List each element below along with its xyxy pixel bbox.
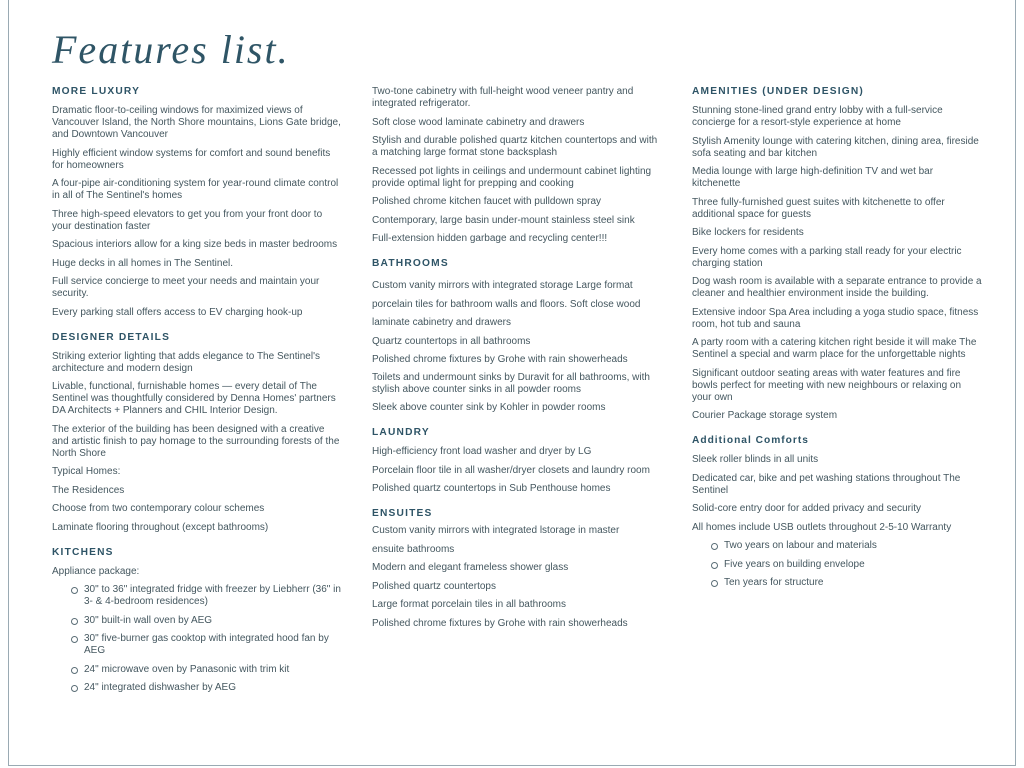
section-heading: KITCHENS <box>52 546 114 558</box>
section-heading: LAUNDRY <box>372 427 430 438</box>
list-item: Polished chrome kitchen faucet with pulldown spray <box>372 196 602 207</box>
list-item: Choose from two contemporary colour schemes <box>52 503 265 514</box>
page-title: Features list. <box>52 27 290 72</box>
list-line: Polished chrome fixtures by Grohe with rain showerheads <box>372 354 628 365</box>
list-item: Stylish Amenity lounge with catering kitchen, dining area, fireside sofa seating and bar kitchen <box>692 135 979 159</box>
list-item: Courier Package storage system <box>692 410 838 421</box>
section-heading: AMENITIES (UNDER DESIGN) <box>692 86 864 97</box>
list-item: Two-tone cabinetry with full-height wood veneer pantry and integrated refrigerator. <box>372 86 634 109</box>
list-item: The exterior of the building has been designed with a creative and artistic finish to pay homage to the surrounding forests of the North Shore <box>52 423 340 459</box>
list-item: Stylish and durable polished quartz kitchen countertops and with a matching large format stone backsplash <box>372 135 658 158</box>
list-line: Polished chrome fixtures by Grohe with rain showerheads <box>372 617 628 629</box>
list-item: Toilets and undermount sinks by Duravit for all bathrooms, with stylish above counter sinks in all powder rooms <box>372 371 650 395</box>
list-line: porcelain tiles for bathroom walls and floors. Soft close wood <box>372 298 641 310</box>
list-item: Huge decks in all homes in The Sentinel. <box>52 257 234 269</box>
list-line: Custom vanity mirrors with integrated storage Large format <box>372 280 633 291</box>
section-heading: ENSUITES <box>372 508 433 519</box>
list-item: Dog wash room is available with a separate entrance to provide a cleaner and healthier environment inside the building. <box>692 276 982 299</box>
list-item: Typical Homes: <box>52 466 121 477</box>
list-item: High-efficiency front load washer and dryer by LG <box>372 446 592 457</box>
list-line: laminate cabinetry and drawers <box>372 317 511 328</box>
section-kitchen-continued <box>372 86 662 245</box>
list-item: Livable, functional, furnishable homes — every detail of The Sentinel was thoughtfully considered by Denna Homes' partners DA Architects + Planners and CHIL Interior Design. <box>52 381 336 416</box>
section-laundry <box>372 427 662 495</box>
list-item: Sleek roller blinds in all units <box>692 454 819 465</box>
list-item: Media lounge with large high-definition TV and wet bar kitchenette <box>692 166 934 189</box>
bullet-item: 24" microwave oven by Panasonic with trim kit <box>52 664 342 676</box>
list-line: Polished quartz countertops <box>372 580 496 592</box>
bullet-item: Two years on labour and materials <box>692 540 982 552</box>
list-item: Polished quartz countertops in Sub Penthouse homes <box>372 483 611 494</box>
section-kitchens <box>52 547 342 695</box>
list-item: Porcelain floor tile in all washer/dryer closets and laundry room <box>372 464 650 476</box>
list-line: ensuite bathrooms <box>372 543 455 555</box>
list-item: Soft close wood laminate cabinetry and drawers <box>372 116 585 128</box>
list-item: A party room with a catering kitchen right beside it will make The Sentinel a special and warm place for the unforgettable nights <box>692 337 977 360</box>
column-3 <box>692 86 982 602</box>
list-item: Appliance package: <box>52 565 140 577</box>
section-amenities <box>692 86 982 422</box>
list-item: A four-pipe air-conditioning system for year-round climate control in all of The Sentinel's homes <box>52 178 339 201</box>
list-item: Dedicated car, bike and pet washing stations throughout The Sentinel <box>692 472 961 496</box>
section-heading: BATHROOMS <box>372 258 449 269</box>
bullet-item: 30" to 36" integrated fridge with freezer by Liebherr (36" in 3- & 4-bedroom residences) <box>52 584 342 608</box>
list-item: Spacious interiors allow for a king size beds in master bedrooms <box>52 239 338 250</box>
section-heading: Additional Comforts <box>692 435 809 446</box>
list-item: Full service concierge to meet your needs and maintain your security. <box>52 276 320 299</box>
list-item: Solid-core entry door for added privacy and security <box>692 503 922 514</box>
list-item: Significant outdoor seating areas with water features and fire bowls perfect for meeting with new neighbours or relaxing on your own <box>692 367 962 403</box>
list-item: Three high-speed elevators to get you from your front door to your destination faster <box>52 208 323 232</box>
list-item: Contemporary, large basin under-mount stainless steel sink <box>372 214 635 226</box>
list-line: Quartz countertops in all bathrooms <box>372 335 531 347</box>
list-item: Laminate flooring throughout (except bathrooms) <box>52 521 269 533</box>
list-line: Modern and elegant frameless shower glass <box>372 562 569 573</box>
section-heading: MORE LUXURY <box>52 86 141 97</box>
section-more-luxury <box>52 86 342 319</box>
list-item: Extensive indoor Spa Area including a yoga studio space, fitness room, hot tub and sauna <box>692 306 979 330</box>
list-item: Striking exterior lighting that adds elegance to The Sentinel's architecture and modern design <box>52 350 320 374</box>
bullet-item: Ten years for structure <box>692 577 982 589</box>
section-heading: DESIGNER DETAILS <box>52 331 171 343</box>
bullet-item: 30" five-burner gas cooktop with integrated hood fan by AEG <box>52 633 342 657</box>
section-bathrooms <box>372 258 662 414</box>
list-item: Stunning stone-lined grand entry lobby with a full-service concierge for a resort-style experience at home <box>692 105 943 128</box>
list-item: Highly efficient window systems for comfort and sound benefits for homeowners <box>52 147 331 171</box>
column-1 <box>52 86 342 707</box>
list-line: Large format porcelain tiles in all bathrooms <box>372 599 566 610</box>
section-designer-details <box>52 332 342 534</box>
list-item: Every home comes with a parking stall ready for your electric charging station <box>692 245 962 269</box>
bullet-item: 30" built-in wall oven by AEG <box>52 615 342 627</box>
list-item: Recessed pot lights in ceilings and undermount cabinet lighting provide optimal light for prepping and cooking <box>372 165 652 189</box>
list-item: The Residences <box>52 484 125 496</box>
list-item: Full-extension hidden garbage and recycling center!!! <box>372 233 608 244</box>
list-item: All homes include USB outlets throughout 2-5-10 Warranty <box>692 521 952 533</box>
list-item: Every parking stall offers access to EV charging hook-up <box>52 306 303 318</box>
list-item: Three fully-furnished guest suites with kitchenette to offer additional space for guests <box>692 196 945 220</box>
list-item: Bike lockers for residents <box>692 227 804 238</box>
section-ensuites <box>372 508 662 633</box>
column-2 <box>372 86 662 646</box>
list-item: Sleek above counter sink by Kohler in powder rooms <box>372 402 606 413</box>
list-line: Custom vanity mirrors with integrated lstorage in master <box>372 525 620 536</box>
section-additional-comforts <box>692 435 982 589</box>
list-item: Dramatic floor-to-ceiling windows for maximized views of Vancouver Island, the North Shore mountains, Lions Gate bridge, and Downtown Vancouver <box>52 105 341 140</box>
bullet-item: 24" integrated dishwasher by AEG <box>52 682 342 694</box>
bullet-item: Five years on building envelope <box>692 559 982 571</box>
